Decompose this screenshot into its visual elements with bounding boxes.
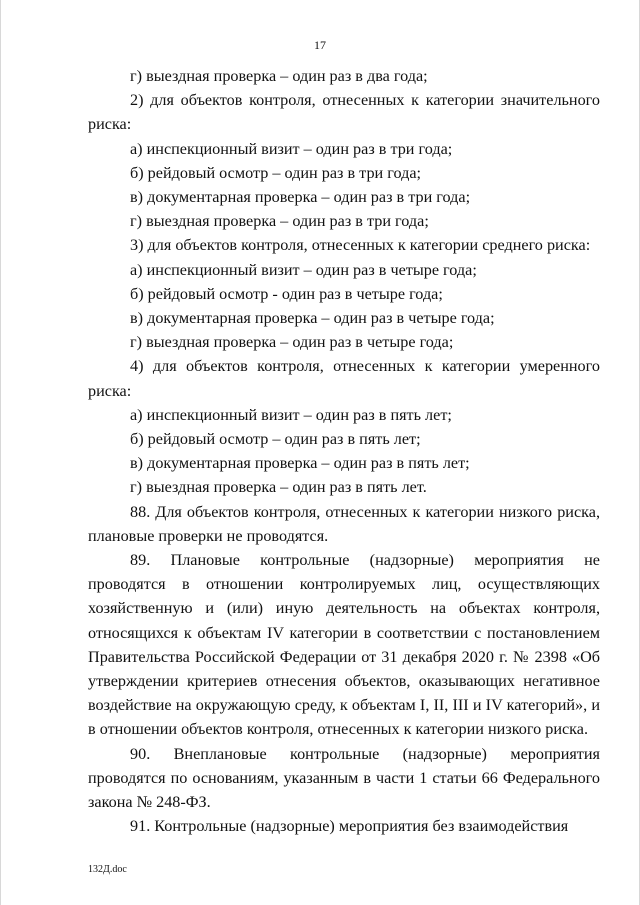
paragraph-15: в) документарная проверка – один раз в пять лет; [130,454,470,473]
paragraph-7: 3) для объектов контроля, отнесенных к категории среднего риска: [130,236,591,255]
scan-edge-left [0,0,1,905]
document-body [88,64,600,839]
paragraph-19: 90. Внеплановые контрольные (надзорные) мероприятия проводятся по основаниям, указанным в части 1 статьи 66 Федерального закона № 248-ФЗ. [88,744,600,812]
paragraph-8: а) инспекционный визит – один раз в четыре года; [130,260,477,279]
paragraph-12: 4) для объектов контроля, отнесенных к категории умеренного риска: [88,357,600,400]
paragraph-4: б) рейдовый осмотр – один раз в три года; [130,163,422,182]
paragraph-20: 91. Контрольные (надзорные) мероприятия без взаимодействия [130,817,569,836]
paragraph-17: 88. Для объектов контроля, отнесенных к категории низкого риска, плановые проверки не проводятся. [88,502,600,545]
paragraph-2: 2) для объектов контроля, отнесенных к категории значительного риска: [88,91,600,134]
file-name-footer: 132Д.doc [88,864,127,875]
paragraph-6: г) выездная проверка – один раз в три года; [130,212,429,231]
paragraph-1: г) выездная проверка – один раз в два года; [130,67,428,85]
paragraph-14: б) рейдовый осмотр – один раз в пять лет; [130,430,421,449]
paragraph-9: б) рейдовый осмотр - один раз в четыре года; [130,284,443,303]
paragraph-16: г) выездная проверка – один раз в пять лет. [130,478,427,497]
page-number: 17 [314,38,326,52]
paragraph-18: 89. Плановые контрольные (надзорные) мероприятия не проводятся в отношении контролируемых лиц, осуществляющих хозяйственную и (или) иную деятельность на объектах контроля, относящихся к объектам IV категории в соответствии с постановлением Правительства Российской Федерации от 31 декабря 2020 г. № 2398 «Об утверждении критериев отнесения объектов, оказывающих негативное воздействие на окружающую среду, к объектам I, II, III и IV категорий», и в отношении объектов контроля, отнесенных к категории низкого риска. [88,551,600,739]
paragraph-13: а) инспекционный визит – один раз в пять лет; [130,405,452,424]
paragraph-5: в) документарная проверка – один раз в три года; [130,188,471,207]
paragraph-10: в) документарная проверка – один раз в четыре года; [130,309,495,328]
paragraph-3: а) инспекционный визит – один раз в три года; [130,139,453,158]
paragraph-11: г) выездная проверка – один раз в четыре года; [130,333,454,352]
